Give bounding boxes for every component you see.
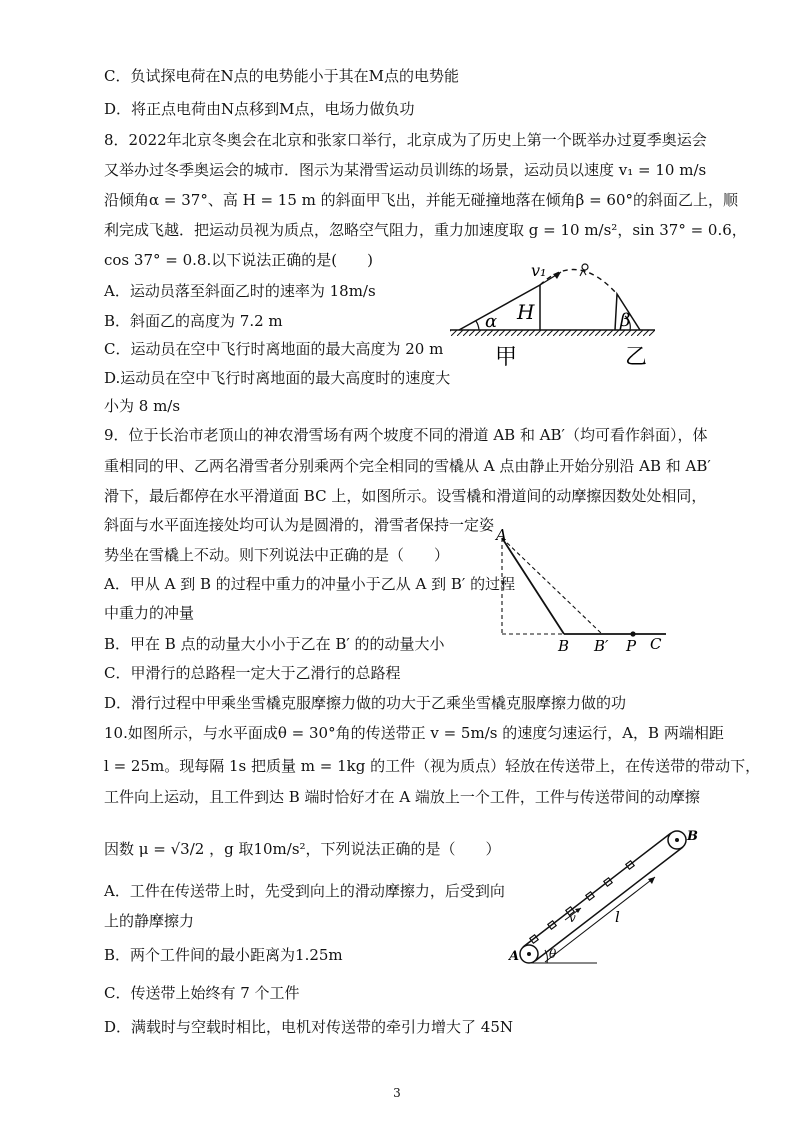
q9-stem-line-4: 斜面与水平面连接处均可认为是圆滑的，滑雪者保持一定姿 <box>104 516 495 534</box>
slope-AB <box>502 538 564 634</box>
q9-stem-line-2: 重相同的甲、乙两名滑雪者分别乘两个完全相同的雪橇从 A 点由静止开始分别沿 AB 和 AB′ <box>104 457 711 475</box>
q10-option-d: D．满载时与空载时相比，电机对传送带的牵引力增大了 45N <box>104 1018 514 1036</box>
slope-ABp <box>502 538 602 634</box>
label-B: B <box>687 829 698 844</box>
q10-stem-line-1: 10.如图所示，与水平面成θ = 30°角的传送带正 v = 5m/s 的速度匀速运行，A，B 两端相距 <box>104 724 724 742</box>
q10-stem-line-3: 工件向上运动，且工件到达 B 端时恰好才在 A 端放上一个工件，工件与传送带间的动摩擦 <box>104 788 700 806</box>
belt-top <box>523 833 671 947</box>
alpha-arc <box>476 321 479 330</box>
label-beta: β <box>620 310 631 331</box>
label-A: A <box>509 949 520 964</box>
q8-stem-line-4: 利完成飞越．把运动员视为质点，忽略空气阻力，重力加速度取 g = 10 m/s²，sin 37° = 0.6， <box>104 221 747 239</box>
label-A: A <box>496 526 507 544</box>
point-P <box>630 631 635 636</box>
q9-stem-line-5: 势坐在雪橇上不动。则下列说法中正确的是（ ） <box>104 546 450 564</box>
skier-icon <box>582 264 588 270</box>
label-C: C <box>650 635 662 653</box>
trajectory <box>540 269 617 294</box>
q9-stem-line-3: 滑下，最后都停在水平滑道面 BC 上，如图所示。设雪橇和滑道间的动摩擦因数处处相同， <box>104 487 707 505</box>
label-jia: 甲 <box>495 345 518 370</box>
q10-option-a-line-1: A．工件在传送带上时，先受到向上的滑动摩擦力，后受到向 <box>104 882 505 900</box>
label-alpha: α <box>485 311 498 332</box>
q9-ski-slopes-figure <box>490 524 680 656</box>
page-number: 3 <box>393 1086 401 1100</box>
label-H: H <box>517 300 535 324</box>
q8-option-d-line-2: 小为 8 m/s <box>104 397 181 415</box>
q8-option-d-line-1: D.运动员在空中飞行时离地面的最大高度时的速度大 <box>104 369 451 387</box>
q9-option-b: B．甲在 B 点的动量大小小于乙在 B′ 的的动量大小 <box>104 635 445 653</box>
q10-conveyor-figure <box>505 822 705 974</box>
q9-option-a-line-1: A．甲从 A 到 B 的过程中重力的冲量小于乙从 A 到 B′ 的过程 <box>104 575 516 593</box>
q8-option-a: A．运动员落至斜面乙时的速率为 18m/s <box>104 282 376 300</box>
q8-stem-line-2: 又举办过冬季奥运会的城市．图示为某滑雪运动员训练的场景，运动员以速度 v₁ = 10 m/s <box>104 161 707 179</box>
q9-option-d: D．滑行过程中甲乘坐雪橇克服摩擦力做的功大于乙乘坐雪橇克服摩擦力做的功 <box>104 694 627 712</box>
q10-stem-line-2: l = 25m。现每隔 1s 把质量 m = 1kg 的工件（视为质点）轻放在传送带上，在传送带的带动下， <box>104 757 761 775</box>
label-v1: v₁ <box>531 261 547 280</box>
label-l: l <box>615 908 620 926</box>
q9-stem-line-1: 9．位于长治市老顶山的神农滑雪场有两个坡度不同的滑道 AB 和 AB′（均可看作斜面），体 <box>104 426 708 444</box>
q8-option-b: B．斜面乙的高度为 7.2 m <box>104 312 283 330</box>
belt-bottom <box>535 847 683 961</box>
label-Bprime: B′ <box>594 637 609 655</box>
q7-option-d: D．将正点电荷由N点移到M点，电场力做负功 <box>104 100 415 118</box>
q10-stem-line-4: 因数 μ = √3/2 ，g 取10m/s²，下列说法正确的是（ ） <box>104 840 501 858</box>
q7-option-c: C．负试探电荷在N点的电势能小于其在M点的电势能 <box>104 67 459 85</box>
q8-stem-line-5: cos 37° = 0.8.以下说法正确的是( ) <box>104 251 373 269</box>
q8-option-c: C．运动员在空中飞行时离地面的最大高度为 20 m <box>104 340 444 358</box>
label-v: v <box>569 911 576 925</box>
label-yi: 乙 <box>625 345 648 370</box>
q10-option-b: B．两个工件间的最小距离为1.25m <box>104 946 343 964</box>
length-arrow <box>545 877 655 962</box>
q10-option-a-line-2: 上的静摩擦力 <box>104 912 195 930</box>
q8-ski-jump-figure <box>445 258 665 370</box>
label-theta: θ <box>549 947 557 961</box>
q8-stem-line-3: 沿倾角α = 37°、高 H = 15 m 的斜面甲飞出，并能无碰撞地落在倾角β = 60°的斜面乙上，顺 <box>104 191 738 209</box>
label-P: P <box>626 637 637 655</box>
q9-option-a-line-2: 中重力的冲量 <box>104 604 195 622</box>
q8-stem-line-1: 8．2022年北京冬奥会在北京和张家口举行，北京成为了历史上第一个既举办过夏季奥运会 <box>104 131 707 149</box>
q10-option-c: C．传送带上始终有 7 个工件 <box>104 984 300 1002</box>
label-B: B <box>558 637 570 655</box>
q9-option-c: C．甲滑行的总路程一定大于乙滑行的总路程 <box>104 664 401 682</box>
